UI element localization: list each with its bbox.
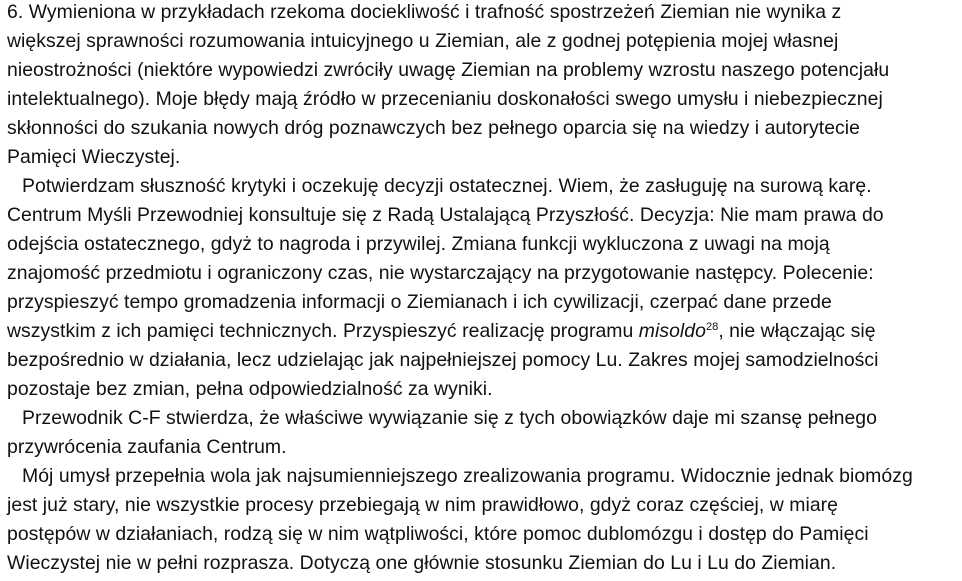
text-line: przyspieszyć tempo gromadzenia informacji o Ziemianach i ich cywilizacji, czerpać dane przede — [7, 291, 832, 313]
text-line: Przewodnik C-F stwierdza, że właściwe wywiązanie się z tych obowiązków daje mi szansę pełnego — [22, 407, 877, 429]
text-line: 6. Wymieniona w przykładach rzekoma dociekliwość i trafność spostrzeżeń Ziemian nie wynika z — [7, 1, 842, 23]
text-segment: , nie włączając się — [718, 320, 876, 342]
text-line: pozostaje bez zmian, pełna odpowiedzialność za wyniki. — [7, 378, 493, 400]
text-line: bezpośrednio w działania, lecz udzielając jak najpełniejszej pomocy Lu. Zakres mojej samodzielności — [7, 349, 879, 371]
text-line: znajomość przedmiotu i ograniczony czas, nie wystarczający na przygotowanie następcy. Polecenie: — [7, 262, 874, 284]
text-line: jest już stary, nie wszystkie procesy przebiegają w nim prawidłowo, gdyż coraz częściej, w miarę — [7, 494, 838, 516]
text-line-with-footnote — [7, 317, 876, 346]
text-line: postępów w działaniach, rodzą się w nim wątpliwości, które pomoc dublomózgu i dostęp do Pamięci — [7, 523, 869, 545]
text-line: intelektualnego). Moje błędy mają źródło w przecenianiu doskonałości swego umysłu i niebezpiecznej — [7, 88, 883, 110]
text-line: Centrum Myśli Przewodniej konsultuje się z Radą Ustalającą Przyszłość. Decyzja: Nie mam prawa do — [7, 204, 884, 226]
text-line: nieostrożności (niektóre wypowiedzi zwróciły uwagę Ziemian na problemy wzrostu naszego potencjału — [7, 59, 890, 81]
text-line: przywrócenia zaufania Centrum. — [7, 436, 287, 458]
text-line: Wieczystej nie w pełni rozprasza. Dotyczą one głównie stosunku Ziemian do Lu i Lu do Ziemian. — [7, 552, 837, 574]
text-line: Potwierdzam słuszność krytyki i oczekuję decyzji ostatecznej. Wiem, że zasługuję na surową karę. — [22, 175, 872, 197]
italic-term: misoldo — [638, 320, 706, 342]
text-line: Mój umysł przepełnia wola jak najsumienniejszego zrealizowania programu. Widocznie jednak biomózg — [22, 465, 913, 487]
text-line: większej sprawności rozumowania intuicyjnego u Ziemian, ale z godnej potępienia mojej własnej — [7, 30, 839, 52]
text-line: Pamięci Wieczystej. — [7, 146, 181, 168]
text-line: odejścia ostatecznego, gdyż to nagroda i przywilej. Zmiana funkcji wykluczona z uwagi na moją — [7, 233, 830, 255]
footnote-marker[interactable]: 28 — [705, 321, 719, 333]
text-line: skłonności do szukania nowych dróg poznawczych bez pełnego oparcia się na wiedzy i autorytecie — [7, 117, 860, 139]
text-segment: wszystkim z ich pamięci technicznych. Przyspieszyć realizację programu — [7, 320, 639, 342]
